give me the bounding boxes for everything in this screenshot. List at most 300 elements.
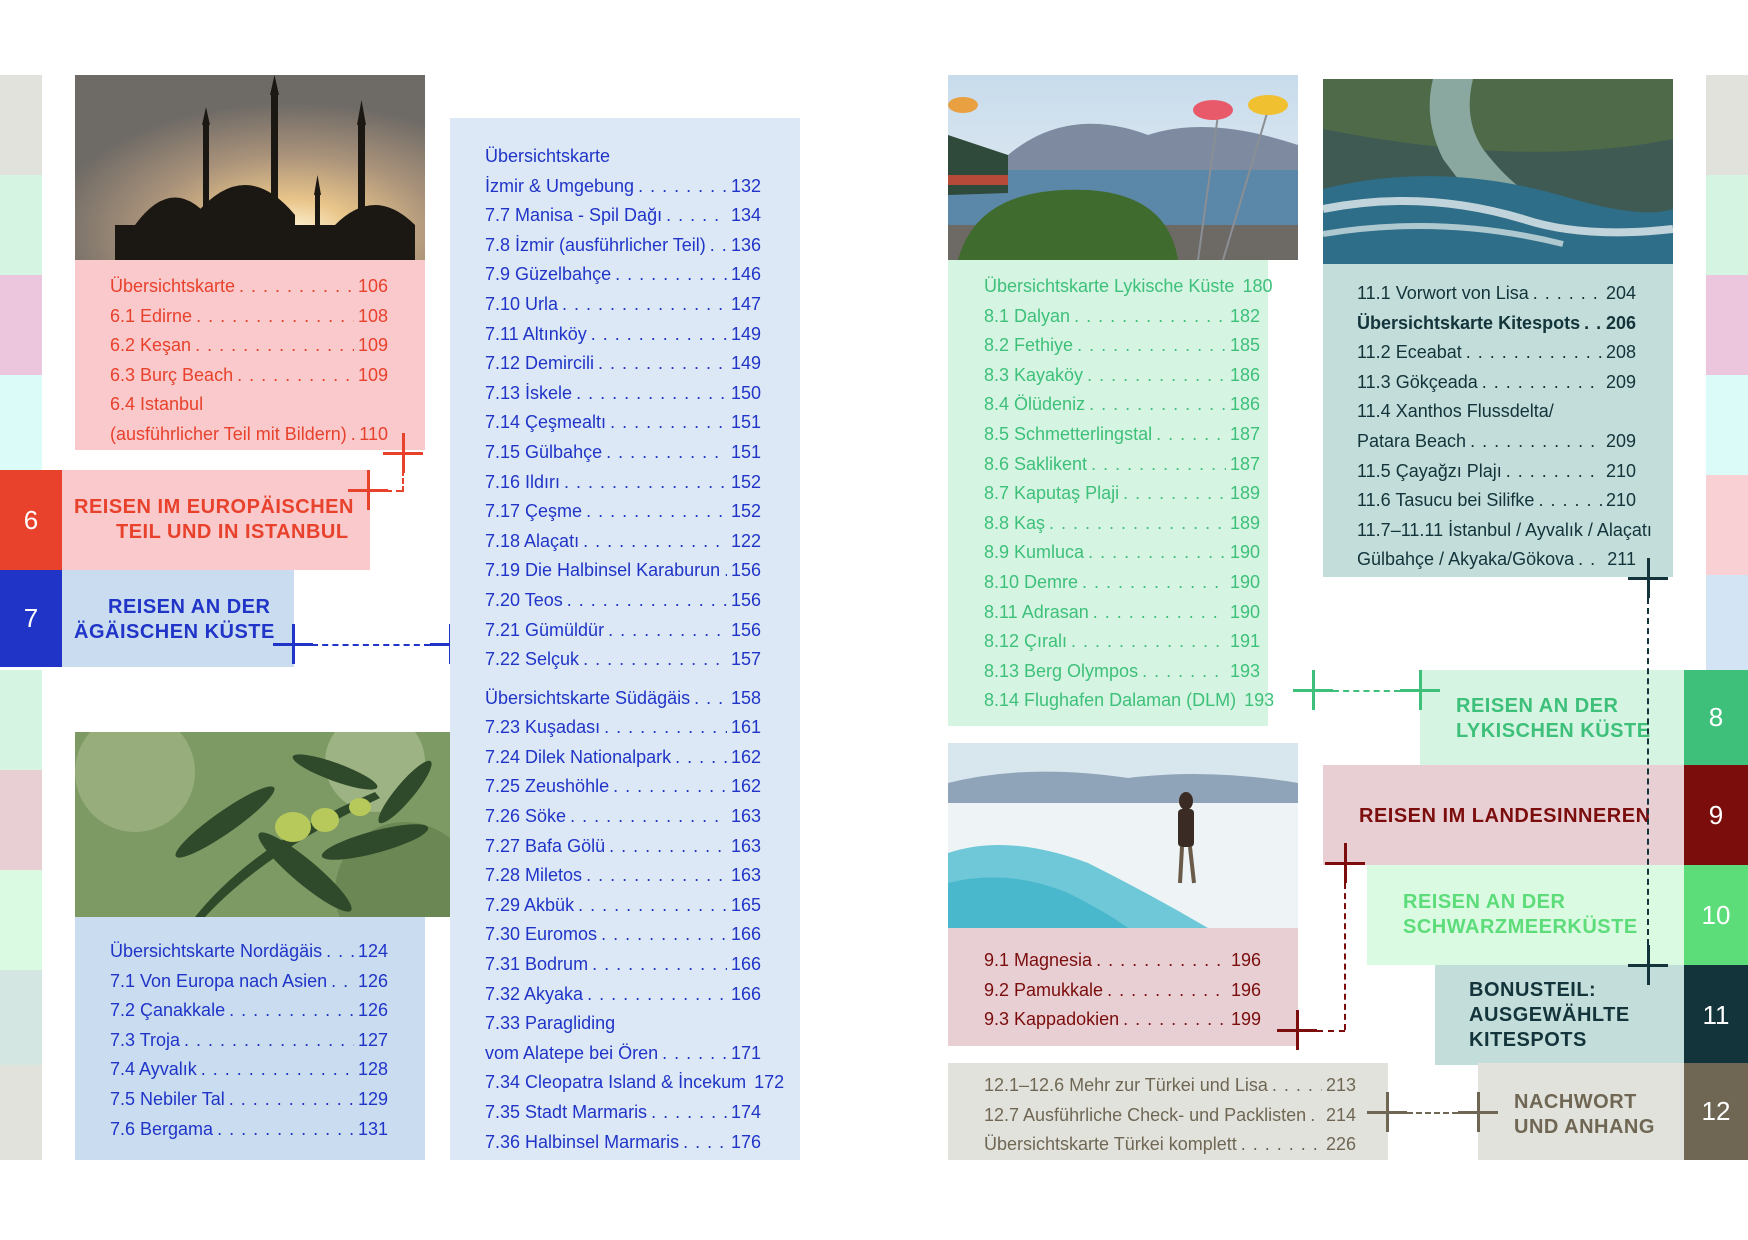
toc-entry[interactable] — [485, 586, 761, 616]
toc-entry[interactable] — [485, 980, 761, 1010]
toc-entry-page: 163 — [730, 865, 761, 886]
toc-entry-page: 209 — [1605, 371, 1636, 392]
toc-leader-dots — [578, 891, 727, 921]
toc-entry[interactable] — [984, 420, 1260, 450]
toc-box-kitespots — [1323, 264, 1673, 577]
toc-entry-page: 172 — [754, 1072, 785, 1093]
toc-box-anhang — [948, 1063, 1388, 1160]
toc-leader-dots — [237, 361, 354, 391]
toc-entry[interactable] — [1357, 338, 1636, 368]
toc-entry[interactable] — [485, 231, 761, 261]
toc-leader-dots — [331, 967, 354, 997]
toc-entry-title: 8.13 Berg Olympos — [984, 660, 1139, 681]
chapter-9-title: REISEN IM LANDESINNEREN — [1359, 805, 1651, 827]
toc-entry[interactable] — [485, 616, 761, 646]
toc-leader-dots — [1470, 427, 1602, 457]
toc-entry[interactable] — [110, 272, 388, 302]
toc-leader-dots — [1107, 976, 1227, 1006]
toc-leader-dots — [587, 980, 727, 1010]
toc-entry[interactable] — [485, 468, 761, 498]
toc-entry[interactable] — [485, 861, 761, 891]
toc-entry-title: 7.22 Selçuk — [485, 649, 580, 670]
toc-entry-title: 7.15 Gülbahçe — [485, 441, 603, 462]
toc-entry-title: 7.9 Güzelbahçe — [485, 264, 612, 285]
toc-entry-title: 7.7 Manisa - Spil Dağı — [485, 205, 663, 226]
toc-box-landesinneren — [948, 928, 1298, 1046]
toc-entry-title: 7.4 Ayvalık — [110, 1059, 197, 1080]
toc-leader-dots — [1272, 1071, 1322, 1101]
toc-entry-title: 7.36 Halbinsel Marmaris — [485, 1131, 680, 1152]
toc-entry-title: 8.4 Ölüdeniz — [984, 394, 1086, 415]
toc-leader-dots — [1071, 627, 1226, 657]
toc-box-istanbul — [75, 260, 425, 450]
toc-entry-page: 193 — [1229, 660, 1260, 681]
toc-entry-title: 11.3 Gökçeada — [1357, 371, 1478, 392]
toc-entry-page: 131 — [357, 1118, 388, 1139]
chapter-8-title: REISEN AN DER LYKISCHEN KÜSTE — [1456, 695, 1651, 742]
toc-leader-dots — [613, 772, 727, 802]
toc-entry[interactable] — [984, 272, 1273, 302]
toc-leader-dots — [1089, 390, 1226, 420]
toc-entry[interactable] — [984, 598, 1260, 628]
toc-leader-dots — [592, 950, 727, 980]
toc-entry-page: 163 — [730, 806, 761, 827]
toc-entry-page: 156 — [730, 619, 761, 640]
toc-entry-title: 7.30 Euromos — [485, 924, 598, 945]
toc-box-aegais-main — [450, 118, 800, 1160]
toc-entry-title: Übersichtskarte Kitespots — [1357, 312, 1581, 333]
toc-entry-title: Patara Beach — [1357, 430, 1467, 451]
toc-entry-title: 7.14 Çeşmealtı — [485, 412, 607, 433]
toc-entry-page: 128 — [357, 1059, 388, 1080]
toc-entry-page: 185 — [1229, 335, 1260, 356]
toc-entry-page: 124 — [357, 941, 388, 961]
toc-entry-title: 11.4 Xanthos Flussdelta/ — [1357, 401, 1554, 422]
olive-branch-photo — [75, 732, 450, 917]
toc-entry-page: 151 — [730, 412, 761, 433]
toc-leader-dots — [1074, 302, 1226, 332]
toc-entry-page: 171 — [730, 1042, 761, 1063]
toc-entry-title: 11.5 Çayağzı Plajı — [1357, 460, 1502, 481]
toc-entry-page: 149 — [730, 353, 761, 374]
toc-entry[interactable] — [984, 1005, 1261, 1035]
chapter-number-12: 12 — [1684, 1063, 1748, 1160]
toc-entry-title: Übersichtskarte Türkei komplett — [984, 1134, 1237, 1155]
toc-entry-page: 204 — [1605, 283, 1636, 303]
toc-entry[interactable] — [110, 937, 388, 967]
toc-entry-page: 193 — [1244, 690, 1275, 711]
connector-cross-icon — [348, 470, 388, 510]
toc-entry[interactable] — [485, 201, 761, 231]
toc-entry[interactable] — [1357, 309, 1636, 339]
toc-entry-title: 7.17 Çeşme — [485, 501, 583, 522]
toc-leader-dots — [1310, 1101, 1322, 1131]
toc-entry[interactable] — [485, 802, 761, 832]
toc-entry-title: 8.6 Saklikent — [984, 453, 1088, 474]
toc-entry-page: 166 — [730, 954, 761, 975]
toc-entry[interactable] — [984, 509, 1260, 539]
toc-leader-dots — [601, 920, 727, 950]
toc-entry[interactable] — [110, 996, 388, 1026]
toc-entry[interactable] — [984, 450, 1260, 480]
connector-cross-icon — [1628, 558, 1668, 598]
chapter-number-6: 6 — [0, 470, 62, 570]
toc-entry-title: 8.12 Çıralı — [984, 631, 1068, 652]
toc-entry-page: 186 — [1229, 364, 1260, 385]
toc-entry[interactable] — [485, 920, 761, 950]
toc-entry-page: 196 — [1230, 979, 1261, 1000]
toc-entry[interactable] — [485, 1039, 761, 1069]
toc-entry-title: 7.10 Urla — [485, 293, 559, 314]
toc-leader-dots — [683, 1128, 727, 1158]
toc-entry-page: 162 — [730, 746, 761, 767]
toc-entry-page: 151 — [730, 441, 761, 462]
toc-entry-title: 7.8 İzmir (ausführlicher Teil) — [485, 234, 706, 255]
toc-entry-page: 166 — [730, 924, 761, 945]
toc-entry-page: 150 — [730, 382, 761, 403]
toc-entry-page: 166 — [730, 983, 761, 1004]
toc-entry[interactable] — [1357, 457, 1636, 487]
toc-entry-title: 7.32 Akyaka — [485, 983, 584, 1004]
toc-entry-title: 7.18 Alaçatı — [485, 530, 580, 551]
toc-entry-page: 176 — [730, 1131, 761, 1152]
toc-leader-dots — [1142, 657, 1226, 687]
toc-entry-title: 7.31 Bodrum — [485, 954, 589, 975]
toc-entry[interactable] — [110, 420, 388, 450]
toc-entry-page: 191 — [1229, 631, 1260, 652]
toc-entry[interactable] — [485, 1098, 761, 1128]
toc-entry[interactable] — [110, 1026, 388, 1056]
toc-entry-page: 147 — [730, 293, 761, 314]
toc-entry[interactable] — [984, 479, 1260, 509]
toc-entry-title: 8.9 Kumluca — [984, 542, 1085, 563]
toc-entry[interactable] — [984, 1130, 1356, 1160]
toc-box-lykien — [948, 260, 1275, 726]
toc-leader-dots — [229, 996, 354, 1026]
toc-entry-title: 8.7 Kaputaş Plaji — [984, 483, 1120, 504]
toc-leader-dots — [675, 743, 727, 773]
toc-leader-dots — [1482, 368, 1602, 398]
toc-entry[interactable] — [485, 320, 761, 350]
river-delta-aerial-photo — [1323, 79, 1673, 264]
toc-entry[interactable] — [485, 1068, 785, 1098]
toc-entry-page: 146 — [730, 264, 761, 285]
toc-entry-title: İzmir & Umgebung — [485, 175, 635, 196]
toc-entry-title: 7.1 Von Europa nach Asien — [110, 970, 328, 991]
toc-leader-dots — [586, 861, 727, 891]
toc-entry-page: 134 — [730, 205, 761, 226]
toc-entry-page: 122 — [730, 530, 761, 551]
toc-entry-title: 12.1–12.6 Mehr zur Türkei und Lisa — [984, 1075, 1268, 1095]
toc-entry-title: 7.23 Kuşadası — [485, 717, 601, 738]
toc-entry[interactable] — [984, 538, 1260, 568]
toc-entry-title: Übersichtskarte Lykische Küste — [984, 276, 1235, 296]
toc-leader-dots — [609, 832, 727, 862]
toc-entry-page: 190 — [1229, 571, 1260, 592]
toc-leader-dots — [591, 320, 727, 350]
toc-entry[interactable] — [485, 713, 761, 743]
toc-entry[interactable] — [110, 1115, 388, 1145]
toc-entry[interactable] — [485, 172, 761, 202]
toc-entry-page: 129 — [357, 1088, 388, 1109]
toc-entry[interactable] — [485, 438, 761, 468]
toc-entry[interactable] — [1357, 545, 1636, 575]
toc-entry-title: 7.13 İskele — [485, 382, 573, 403]
toc-leader-dots — [1093, 598, 1226, 628]
toc-entry-title: 7.26 Söke — [485, 806, 567, 827]
toc-leader-dots — [562, 290, 727, 320]
toc-entry[interactable] — [485, 379, 761, 409]
toc-entry[interactable] — [984, 627, 1260, 657]
toc-entry[interactable] — [110, 331, 388, 361]
chapter-number-11: 11 — [1684, 965, 1748, 1065]
toc-leader-dots — [586, 497, 727, 527]
connector-cross-icon — [383, 433, 423, 473]
toc-entry[interactable] — [984, 331, 1260, 361]
toc-entry[interactable] — [485, 349, 761, 379]
toc-entry[interactable] — [485, 1128, 761, 1158]
chapter-7-title: REISEN AN DER ÄGÄISCHEN KÜSTE — [74, 596, 275, 643]
toc-entry[interactable] — [984, 976, 1261, 1006]
connector-cross-icon — [1458, 1092, 1498, 1132]
toc-entry-title: 12.7 Ausführliche Check- und Packlisten — [984, 1104, 1307, 1125]
toc-entry-title: 6.3 Burç Beach — [110, 364, 234, 385]
toc-entry-page: 110 — [359, 423, 388, 444]
toc-leader-dots — [1533, 279, 1602, 309]
toc-entry-page: 190 — [1229, 601, 1260, 622]
toc-entry[interactable] — [110, 967, 388, 997]
toc-leader-dots — [196, 302, 354, 332]
toc-leader-dots — [351, 420, 356, 450]
toc-entry-page: 174 — [730, 1102, 761, 1122]
toc-entry-page: 127 — [357, 1029, 388, 1050]
toc-entry-page: 163 — [730, 835, 761, 856]
toc-entry-title: 9.1 Magnesia — [984, 950, 1093, 970]
toc-entry[interactable] — [1357, 516, 1652, 546]
chapter-number-8: 8 — [1684, 670, 1748, 765]
toc-entry-page: 165 — [730, 894, 761, 915]
toc-leader-dots — [570, 802, 727, 832]
toc-entry-page: 199 — [1230, 1009, 1261, 1030]
toc-entry[interactable] — [485, 891, 761, 921]
toc-entry[interactable] — [984, 361, 1260, 391]
connector-cross-icon — [1367, 1092, 1407, 1132]
toc-entry-page: 161 — [730, 717, 761, 738]
toc-leader-dots — [1082, 568, 1226, 598]
connector-cross-icon — [1400, 670, 1440, 710]
toc-entry-title: 7.20 Teos — [485, 589, 563, 610]
toc-entry-page: 126 — [357, 970, 388, 991]
toc-entry-title: 7.29 Akbük — [485, 894, 575, 915]
toc-entry[interactable] — [984, 390, 1260, 420]
toc-entry-title: 8.1 Dalyan — [984, 305, 1071, 326]
toc-entry-title: 6.2 Keşan — [110, 335, 192, 356]
toc-entry[interactable] — [485, 527, 761, 557]
toc-entry-title: Übersichtskarte Nordägäis — [110, 941, 323, 961]
toc-entry-title: 7.11 Altınköy — [485, 323, 587, 344]
toc-entry-page: 210 — [1605, 490, 1636, 511]
toc-leader-dots — [1578, 545, 1603, 575]
toc-entry[interactable] — [485, 645, 761, 675]
toc-entry-title: 7.19 Die Halbinsel Karaburun — [485, 560, 721, 581]
toc-leader-dots — [694, 684, 727, 714]
toc-entry[interactable] — [110, 1085, 388, 1115]
toc-entry-title: 7.35 Stadt Marmaris — [485, 1102, 648, 1122]
toc-entry-title: 7.24 Dilek Nationalpark — [485, 746, 672, 767]
toc-entry-title: 8.5 Schmetterlingstal — [984, 423, 1153, 444]
chapter-number-9: 9 — [1684, 765, 1748, 865]
toc-entry-title: 7.25 Zeushöhle — [485, 776, 610, 797]
toc-entry-page: 156 — [730, 589, 761, 610]
toc-box-nordaegais — [75, 917, 425, 1160]
toc-entry-page: 208 — [1605, 342, 1636, 363]
mosque-silhouette-photo — [75, 75, 425, 260]
toc-entry-page: 189 — [1229, 483, 1260, 504]
toc-leader-dots — [567, 586, 727, 616]
toc-leader-dots — [1156, 420, 1226, 450]
toc-entry-page: 152 — [730, 471, 761, 492]
toc-entry-title: 7.28 Miletos — [485, 865, 583, 886]
toc-entry-page: 213 — [1325, 1075, 1356, 1095]
toc-entry[interactable] — [984, 302, 1260, 332]
toc-entry-title: 7.27 Bafa Gölü — [485, 835, 606, 856]
toc-entry-page: 157 — [730, 649, 761, 670]
toc-entry-page: 210 — [1605, 460, 1636, 481]
toc-entry-page: 162 — [730, 776, 761, 797]
toc-entry-title: 11.1 Vorwort von Lisa — [1357, 283, 1529, 303]
toc-entry-title: 7.16 Ildırı — [485, 471, 561, 492]
toc-leader-dots — [1241, 1130, 1322, 1160]
toc-entry[interactable] — [110, 302, 388, 332]
toc-entry-title: 7.12 Demircili — [485, 353, 595, 374]
chapter-11-title: BONUSTEIL: AUSGEWÄHLTE KITESPOTS — [1469, 979, 1630, 1051]
toc-leader-dots — [583, 645, 727, 675]
toc-entry[interactable] — [1357, 368, 1636, 398]
toc-leader-dots — [610, 408, 727, 438]
toc-entry-title: 8.2 Fethiye — [984, 335, 1074, 356]
chapter-number-10: 10 — [1684, 865, 1748, 965]
connector-cross-icon — [1628, 945, 1668, 985]
toc-leader-dots — [1049, 509, 1226, 539]
toc-leader-dots — [1538, 486, 1602, 516]
toc-entry[interactable] — [485, 290, 761, 320]
toc-entry[interactable] — [485, 408, 761, 438]
toc-entry-title: 7.33 Paragliding — [485, 1013, 616, 1034]
toc-entry-page: 186 — [1229, 394, 1260, 415]
toc-entry-title: Übersichtskarte Südägäis — [485, 687, 691, 708]
toc-entry-title: 7.3 Troja — [110, 1029, 181, 1050]
toc-entry[interactable] — [485, 772, 761, 802]
toc-leader-dots — [1087, 361, 1226, 391]
toc-entry-title: 11.7–11.11 İstanbul / Ayvalık / Alaçatı — [1357, 519, 1652, 540]
chapter-6-title: REISEN IM EUROPÄISCHEN TEIL UND IN ISTANBUL — [74, 496, 354, 543]
toc-entry[interactable] — [485, 832, 761, 862]
toc-leader-dots — [1123, 1005, 1227, 1035]
toc-entry[interactable] — [984, 686, 1275, 716]
toc-entry[interactable] — [485, 260, 761, 290]
pamukkale-terraces-photo — [948, 743, 1298, 928]
toc-entry[interactable] — [485, 743, 761, 773]
toc-entry[interactable] — [984, 1101, 1356, 1131]
toc-leader-dots — [724, 556, 727, 586]
toc-entry[interactable] — [485, 556, 761, 586]
toc-entry-page: 226 — [1325, 1134, 1356, 1155]
chapter-10-title: REISEN AN DER SCHWARZMEERKÜSTE — [1403, 891, 1638, 938]
toc-leader-dots — [201, 1055, 354, 1085]
toc-entry[interactable] — [1357, 486, 1636, 516]
toc-entry-title: 7.6 Bergama — [110, 1118, 214, 1139]
toc-entry-page: 109 — [357, 364, 388, 385]
toc-entry-title: 7.2 Çanakkale — [110, 1000, 226, 1021]
toc-entry-page: 156 — [730, 560, 761, 581]
toc-entry-title: 8.14 Flughafen Dalaman (DLM) — [984, 690, 1237, 711]
toc-leader-dots — [606, 438, 727, 468]
toc-entry-page: 182 — [1229, 305, 1260, 326]
toc-leader-dots — [1123, 479, 1226, 509]
toc-leader-dots — [583, 527, 727, 557]
toc-leader-dots — [1466, 338, 1602, 368]
toc-entry[interactable] — [485, 497, 761, 527]
toc-leader-dots — [326, 937, 354, 967]
toc-entry-title: 6.4 Istanbul — [110, 394, 204, 415]
toc-entry-page: 211 — [1607, 549, 1636, 570]
toc-entry[interactable] — [1357, 427, 1636, 457]
connector-cross-icon — [1277, 1010, 1317, 1050]
toc-entry-page: 149 — [730, 323, 761, 344]
toc-entry-page: 190 — [1229, 542, 1260, 563]
toc-leader-dots — [564, 468, 727, 498]
toc-leader-dots — [651, 1098, 727, 1128]
toc-entry-page: 187 — [1229, 453, 1260, 474]
toc-leader-dots — [604, 713, 727, 743]
toc-entry-title: 11.2 Eceabat — [1357, 342, 1462, 363]
toc-entry[interactable] — [485, 684, 761, 714]
toc-entry-page: 126 — [357, 1000, 388, 1021]
toc-entry-title: 8.10 Demre — [984, 571, 1079, 592]
toc-entry-title: (ausführlicher Teil mit Bildern) — [110, 423, 347, 444]
connector-cross-icon — [1293, 670, 1333, 710]
toc-entry-title: 8.11 Adrasan — [984, 601, 1089, 622]
toc-entry-page: 180 — [1242, 276, 1273, 296]
toc-leader-dots — [662, 1039, 727, 1069]
toc-entry[interactable] — [984, 946, 1261, 976]
toc-entry[interactable] — [110, 361, 388, 391]
toc-leader-dots — [1077, 331, 1226, 361]
toc-leader-dots — [638, 172, 727, 202]
toc-entry-page: 152 — [730, 501, 761, 522]
toc-entry[interactable] — [984, 1071, 1356, 1101]
toc-entry-title: 11.6 Tasucu bei Silifke — [1357, 490, 1535, 511]
toc-entry[interactable] — [1357, 397, 1636, 427]
toc-entry[interactable] — [1357, 279, 1636, 309]
toc-entry-page: 187 — [1229, 423, 1260, 444]
toc-heading-uebersichtskarte: Übersichtskarte — [485, 146, 611, 166]
toc-entry-title: 8.8 Kaş — [984, 512, 1046, 533]
toc-leader-dots — [576, 379, 727, 409]
toc-entry[interactable] — [110, 390, 388, 420]
toc-entry[interactable] — [984, 568, 1260, 598]
toc-entry[interactable] — [485, 1009, 761, 1039]
right-color-strip — [1706, 75, 1748, 670]
toc-leader-dots — [239, 272, 354, 302]
toc-entry[interactable] — [110, 1055, 388, 1085]
toc-entry-page: 136 — [730, 234, 761, 255]
toc-entry[interactable] — [485, 950, 761, 980]
toc-entry-title: Gülbahçe / Akyaka/Gökova — [1357, 549, 1575, 570]
toc-entry-title: 8.3 Kayaköy — [984, 364, 1084, 385]
toc-entry-title: 9.2 Pamukkale — [984, 979, 1104, 1000]
toc-entry[interactable] — [984, 657, 1260, 687]
